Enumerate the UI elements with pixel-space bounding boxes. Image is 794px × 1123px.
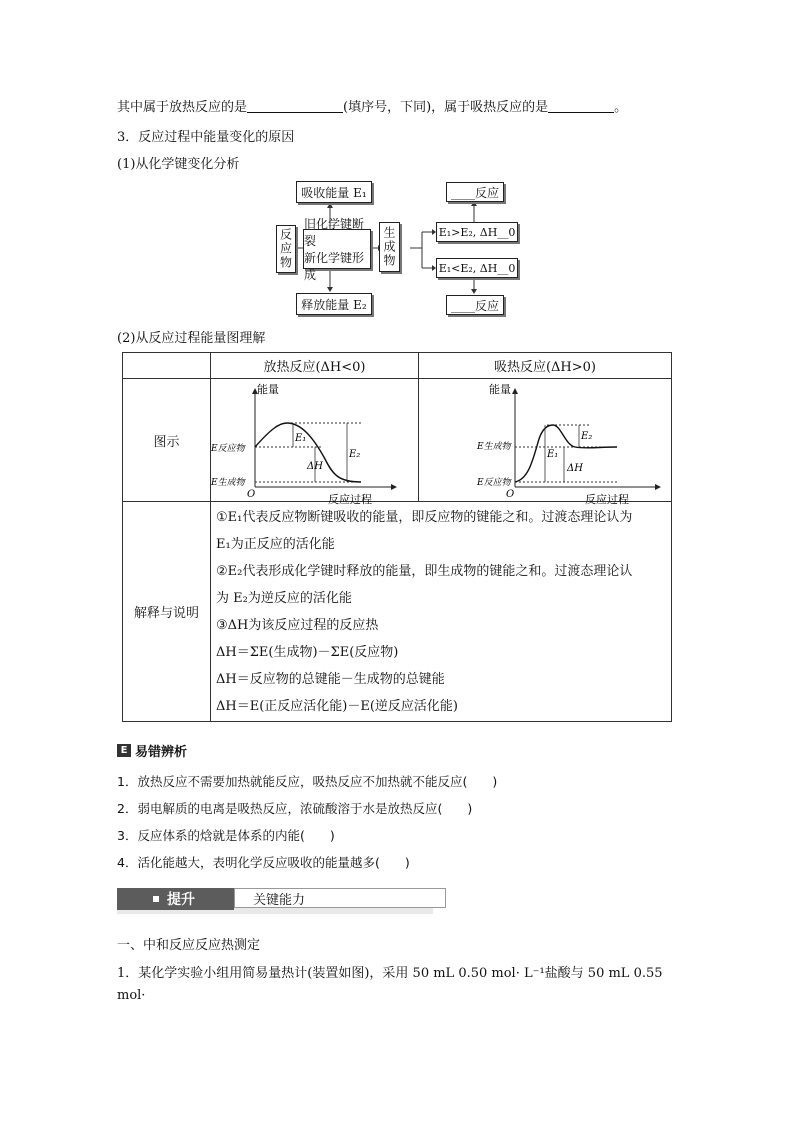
banner-light: 关键能力 (234, 888, 446, 908)
answer-blank[interactable] (247, 100, 343, 113)
mistake-item: 4．活化能越大，表明化学反应吸收的能量越多( ) (117, 855, 410, 870)
product-box: 生成物 (379, 222, 400, 272)
section3-title: 3．反应过程中能量变化的原因 (117, 130, 295, 145)
exothermic-graph-cell (211, 379, 419, 506)
condition-gt-box: E₁>E₂, ΔH__0 (436, 222, 518, 242)
y-axis-label: 能量 (489, 383, 511, 396)
y-axis-label: 能量 (257, 383, 279, 396)
bonds-form-label: 新化学键形成 (304, 251, 365, 282)
dh-label: ΔH (567, 463, 583, 474)
mistakes-badge-icon: E (117, 744, 131, 757)
mistakes-header (117, 741, 187, 760)
x-axis-label: 反应过程 (585, 493, 629, 506)
origin-label: O (247, 489, 256, 500)
endothermic-energy-graph (419, 379, 671, 506)
x-axis-label: 反应过程 (328, 493, 372, 506)
result-top-box: ____反应 (446, 182, 504, 202)
explanation-line: ΔH＝ΣE(生成物)－ΣE(反应物) (216, 644, 399, 660)
explanation-line: ΔH＝反应物的总键能－生成物的总键能 (216, 671, 445, 687)
intro-line (117, 96, 627, 115)
question1-line2: mol· (117, 988, 146, 1003)
e1-label: E₁ (547, 449, 559, 460)
mistake-item: 3．反应体系的焓就是体系的内能( ) (117, 828, 335, 843)
e-product-label: E生成物 (211, 478, 245, 488)
endothermic-graph-cell (419, 379, 672, 506)
origin-label: O (506, 489, 515, 500)
mistakes-title: 易错辨析 (135, 745, 188, 760)
row-label-explanation: 解释与说明 (123, 502, 211, 722)
explanation-line: ①E₁代表反应物断键吸收的能量，即反应物的键能之和。过渡态理论认为 (216, 509, 633, 525)
header-endothermic: 吸热反应(ΔH>0) (419, 353, 672, 379)
explanation-line: ③ΔH为该反应过程的反应热 (216, 617, 379, 633)
square-bullet-icon (153, 896, 159, 902)
absorb-energy-box: 吸收能量 E₁ (296, 181, 372, 203)
explanation-line: ②E₂代表形成化学键时释放的能量，即生成物的键能之和。过渡态理论认 (216, 563, 633, 579)
exothermic-energy-graph (211, 379, 418, 506)
e1-label: E₁ (295, 433, 307, 444)
explanation-line: E₁为正反应的活化能 (216, 536, 335, 552)
e2-label: E₂ (349, 449, 361, 460)
mistake-item: 2．弱电解质的电离是吸热反应，浓硫酸溶于水是放热反应( ) (117, 801, 473, 816)
intro-prefix: 其中属于放热反应的是 (117, 100, 248, 115)
explanation-cell (211, 502, 672, 722)
explanation-line: 为 E₂为逆反应的活化能 (216, 590, 352, 606)
banner-dark-label: 提升 (167, 892, 195, 908)
banner-dark (117, 888, 234, 910)
question1-line1: 1．某化学实验小组用简易量热计(装置如图)，采用 50 mL 0.50 mol· L⁻¹盐酸与 50 mL 0.55 (117, 966, 663, 981)
section-banner (117, 888, 433, 914)
sub1-title: (1)从化学键变化分析 (117, 157, 240, 172)
energy-table (122, 352, 672, 722)
release-energy-box: 释放能量 E₂ (296, 293, 372, 315)
row-label-diagram: 图示 (123, 379, 211, 502)
answer-blank[interactable] (548, 100, 614, 113)
e2-label: E₂ (581, 431, 593, 442)
dh-label: ΔH (307, 461, 323, 472)
reactant-box: 反应物 (276, 225, 296, 273)
bonds-break-label: 旧化学键断裂 (304, 217, 365, 248)
header-exothermic: 放热反应(ΔH<0) (211, 353, 419, 379)
bond-change-box (303, 217, 371, 282)
intro-suffix: 。 (614, 100, 628, 115)
part1-title: 一、中和反应反应热测定 (117, 938, 261, 953)
e-reactant-label: E反应物 (211, 444, 245, 454)
mistake-item: 1．放热反应不需要加热就能反应，吸热反应不加热就不能反应( ) (117, 774, 498, 789)
header-empty-cell (123, 353, 211, 379)
result-bottom-box: ____反应 (446, 295, 504, 315)
e-reactant-label: E反应物 (477, 478, 511, 488)
explanation-line: ΔH＝E(正反应活化能)－E(逆反应活化能) (216, 698, 458, 714)
condition-lt-box: E₁<E₂, ΔH__0 (436, 258, 518, 278)
intro-mid: (填序号，下同)，属于吸热反应的是 (343, 100, 549, 115)
sub2-title: (2)从反应过程能量图理解 (117, 331, 266, 346)
e-product-label: E生成物 (477, 442, 511, 452)
